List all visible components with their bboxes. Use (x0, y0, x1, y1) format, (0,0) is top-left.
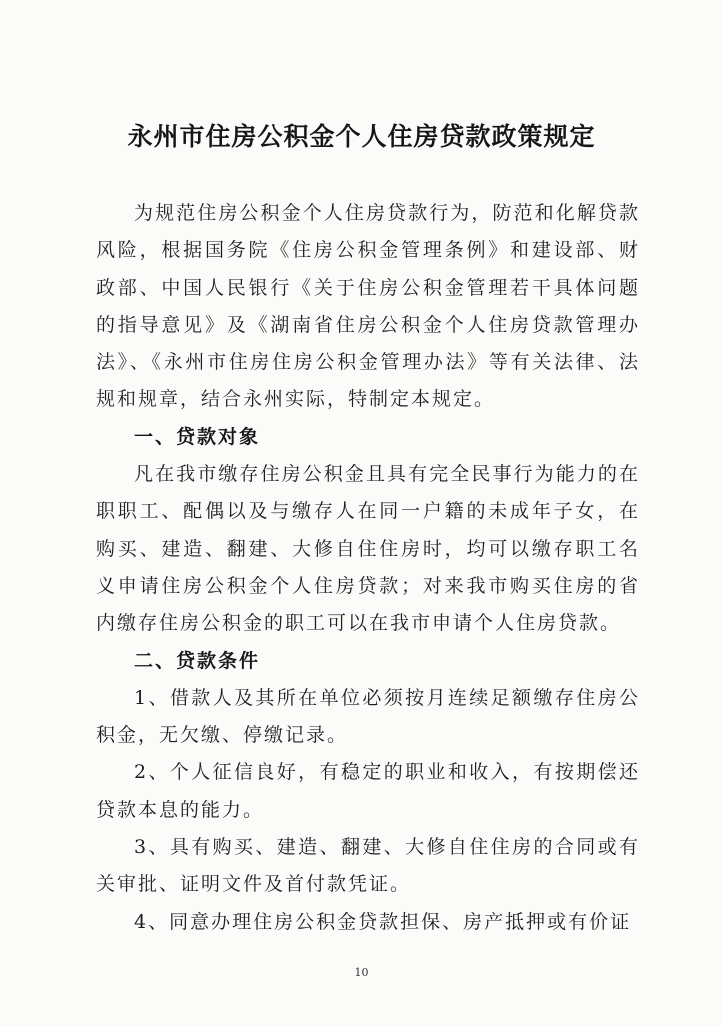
loan-target-paragraph: 凡在我市缴存住房公积金且具有完全民事行为能力的在职职工、配偶以及与缴存人在同一户籍的未成年子女，在购买、建造、翻建、大修自住住房时，均可以缴存职工名义申请住房公积金个人住房贷款；对来我市购买住房的省内缴存住房公积金的职工可以在我市申请个人住房贷款。 (96, 463, 640, 635)
section-heading-loan-conditions: 二、贷款条件 (134, 649, 261, 672)
intro-paragraph: 为规范住房公积金个人住房贷款行为，防范和化解贷款风险，根据国务院《住房公积金管理条例》和建设部、财政部、中国人民银行《关于住房公积金管理若干具体问题的指导意见》及《湖南省住房公积金个人住房贷款管理办法》、《永州市住房住房公积金管理办法》等有关法律、法规和规章，结合永州实际，特制定本规定。 (96, 202, 640, 411)
condition-item: 3、具有购买、建造、翻建、大修自住住房的合同或有关审批、证明文件及首付款凭证。 (96, 836, 640, 896)
condition-item: 2、个人征信良好，有稳定的职业和收入，有按期偿还贷款本息的能力。 (96, 761, 640, 821)
condition-item: 1、借款人及其所在单位必须按月连续足额缴存住房公积金，无欠缴、停缴记录。 (96, 686, 640, 747)
page-number: 10 (354, 966, 369, 979)
section-heading-loan-target: 一、贷款对象 (134, 425, 261, 448)
condition-item: 4、同意办理住房公积金贷款担保、房产抵押或有价证 (134, 910, 632, 933)
document-body (96, 195, 640, 941)
document-title: 永州市住房公积金个人住房贷款政策规定 (127, 122, 596, 151)
